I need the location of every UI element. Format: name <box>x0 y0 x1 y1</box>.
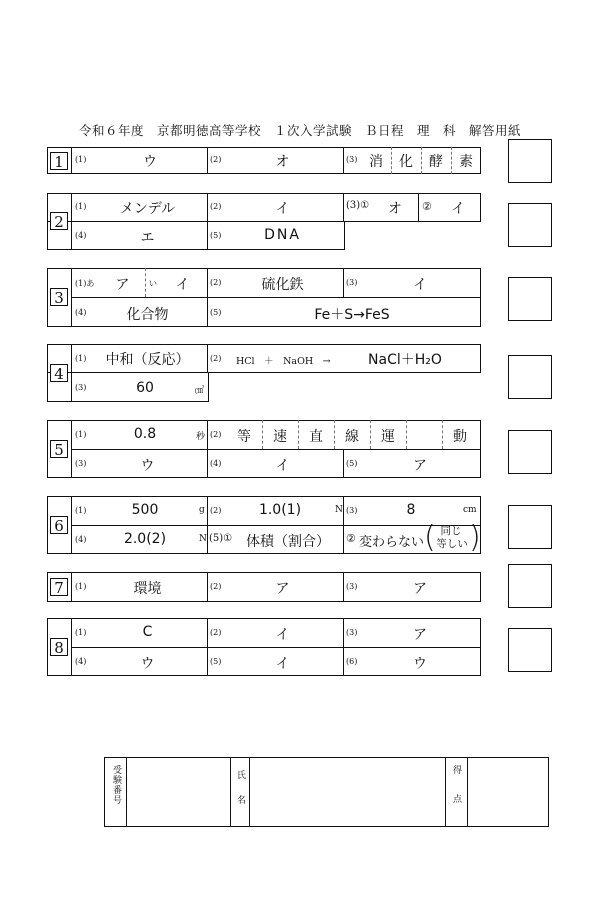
q7-label-3: (3) <box>346 582 358 591</box>
q5-answer-2-char4: 線 <box>345 429 359 445</box>
q5-score-box[interactable] <box>508 430 552 474</box>
q6-label-4: (4) <box>75 535 87 544</box>
q6-score-box[interactable] <box>508 505 552 549</box>
q3-label-3: (3) <box>346 278 358 287</box>
q8-label-2: (2) <box>210 628 222 637</box>
page-title: 令和６年度 京都明徳高等学校 １次入学試験 Ｂ日程 理 科 解答用紙 <box>78 123 521 138</box>
q6-answer-5-1: 体積（割合） <box>246 534 330 550</box>
q7-answer-1: 環境 <box>133 581 162 597</box>
q2-answer-1: メンデル <box>119 201 176 217</box>
q6-answer-5-2-alt1: 同じ <box>440 525 462 537</box>
q6-label-5-2: ② <box>346 532 356 545</box>
q1-answer-3-char2: 化 <box>399 154 413 170</box>
q4-label-2: (2) <box>210 354 222 363</box>
q1-answer-3-char4: 素 <box>459 154 473 170</box>
q6-label-1: (1) <box>75 506 87 515</box>
q1-answer-3-char3: 酵 <box>429 154 443 170</box>
q8-label-3: (3) <box>346 628 358 637</box>
q2-label-4: (4) <box>75 231 87 240</box>
q1-answer-1: ウ <box>143 154 157 170</box>
q1-label-3: (3) <box>346 155 358 164</box>
q6-alt-open-paren: ( <box>424 520 436 555</box>
q2-answer-3-1: オ <box>388 201 402 217</box>
q2-answer-5: DNA <box>264 227 301 243</box>
q8-answer-3: ア <box>413 627 427 643</box>
q6-answer-5-2: 変わらない <box>359 535 425 550</box>
q2-answer-2: イ <box>275 201 290 217</box>
q8-answer-5: イ <box>275 656 290 672</box>
q3-answer-4: 化合物 <box>126 307 169 323</box>
q5-answer-1: 0.8 <box>133 426 157 442</box>
q4-label-1: (1) <box>75 354 87 363</box>
q2-answer-4: エ <box>140 230 155 246</box>
q6-label-3: (3) <box>346 506 358 515</box>
q6-answer-5-2-alt2: 等しい <box>436 538 468 550</box>
q3-label-1a: (1)あ <box>75 279 95 288</box>
q5-label-5: (5) <box>346 459 358 468</box>
q6-answer-2: 1.0(1) <box>258 502 302 518</box>
q4-equation-left: HCl ＋ NaOH → <box>236 356 331 367</box>
q3-label-5: (5) <box>210 308 222 317</box>
q4-equation-right: NaCl＋H₂O <box>368 352 442 368</box>
q6-unit-2: N <box>335 505 343 515</box>
q8-answer-2: イ <box>275 627 290 643</box>
q8-label-4: (4) <box>75 657 87 666</box>
q7-answer-3: ア <box>413 581 427 597</box>
q7-score-box[interactable] <box>508 564 552 608</box>
q8-answer-6: ウ <box>413 656 427 672</box>
score-label: 得点 <box>451 765 461 823</box>
q3-score-box[interactable] <box>508 277 552 321</box>
q8-answer-1: C <box>142 624 153 640</box>
q3-label-4: (4) <box>75 308 87 317</box>
q7-label-1: (1) <box>75 582 87 591</box>
q2-label-2: (2) <box>210 202 222 211</box>
q6-answer-4: 2.0(2) <box>123 531 167 547</box>
q1-label-1: (1) <box>75 155 87 164</box>
q2-number: 2 <box>50 212 68 230</box>
q2-label-5: (5) <box>210 231 222 240</box>
q5-label-2: (2) <box>210 430 222 439</box>
q6-label-2: (2) <box>210 506 222 515</box>
exam-number-field[interactable] <box>127 758 229 826</box>
q1-label-2: (2) <box>210 155 222 164</box>
q8-label-6: (6) <box>346 657 358 666</box>
exam-number-label: 受験番号 <box>111 765 121 805</box>
q8-label-1: (1) <box>75 628 87 637</box>
q8-number: 8 <box>50 638 68 656</box>
q4-number: 4 <box>50 364 68 382</box>
name-label: 氏名 <box>235 770 245 820</box>
q3-answer-1a: ア <box>115 277 130 293</box>
q5-answer-2-char5: 運 <box>381 429 395 445</box>
q2-score-box[interactable] <box>508 203 552 247</box>
q4-answer-1: 中和（反応） <box>105 352 190 368</box>
q3-answer-1i: イ <box>175 277 190 293</box>
q7-answer-2: ア <box>275 581 290 597</box>
q5-label-1: (1) <box>75 430 87 439</box>
q3-answer-2: 硫化鉄 <box>261 277 304 293</box>
q3-answer-5: Fe＋S→FeS <box>314 307 390 323</box>
q5-number: 5 <box>50 440 68 458</box>
q3-answer-3: イ <box>413 277 427 293</box>
q8-score-box[interactable] <box>508 628 552 672</box>
q1-number: 1 <box>50 152 68 170</box>
q8-label-5: (5) <box>210 657 222 666</box>
q3-label-2: (2) <box>210 278 222 287</box>
q6-answer-1: 500 <box>131 502 159 518</box>
q5-unit-1: 秒 <box>196 432 206 442</box>
q1-score-box[interactable] <box>508 139 552 183</box>
q3-label-1i: い <box>149 279 157 288</box>
q5-answer-3: ウ <box>140 458 155 474</box>
q6-unit-1: g <box>199 505 205 515</box>
q4-score-box[interactable] <box>508 355 552 399</box>
q6-answer-3: 8 <box>406 502 416 518</box>
q5-label-3: (3) <box>75 459 87 468</box>
q7-label-2: (2) <box>210 582 222 591</box>
q7-number: 7 <box>50 578 68 596</box>
name-field[interactable] <box>250 758 444 826</box>
q6-unit-4: N <box>199 534 207 544</box>
q5-answer-2-char1: 等 <box>237 429 251 445</box>
q4-label-3: (3) <box>75 383 87 392</box>
q6-unit-3: cm <box>463 505 477 515</box>
q3-number: 3 <box>50 288 68 306</box>
q5-answer-2-char6: 動 <box>453 429 467 445</box>
q1-answer-2: オ <box>275 154 290 170</box>
q4-unit-3: ㎤ <box>195 386 205 396</box>
q2-label-3-2: ② <box>422 200 432 213</box>
q2-label-3-1: (3)① <box>346 200 370 211</box>
q5-answer-4: イ <box>275 458 290 474</box>
q6-label-5-1: (5)① <box>209 533 233 544</box>
score-field[interactable] <box>468 758 548 826</box>
q5-label-4: (4) <box>210 459 222 468</box>
q1-answer-3-char1: 消 <box>369 154 383 170</box>
q5-answer-2-char2: 速 <box>273 429 287 445</box>
q4-answer-3: 60 <box>136 380 154 396</box>
q2-answer-3-2: イ <box>451 201 465 217</box>
q5-answer-2-char3: 直 <box>309 429 323 445</box>
q8-answer-4: ウ <box>140 656 155 672</box>
q6-number: 6 <box>50 516 68 534</box>
q2-label-1: (1) <box>75 202 87 211</box>
q6-alt-close-paren: ) <box>469 520 481 555</box>
q5-answer-5: ア <box>413 458 427 474</box>
